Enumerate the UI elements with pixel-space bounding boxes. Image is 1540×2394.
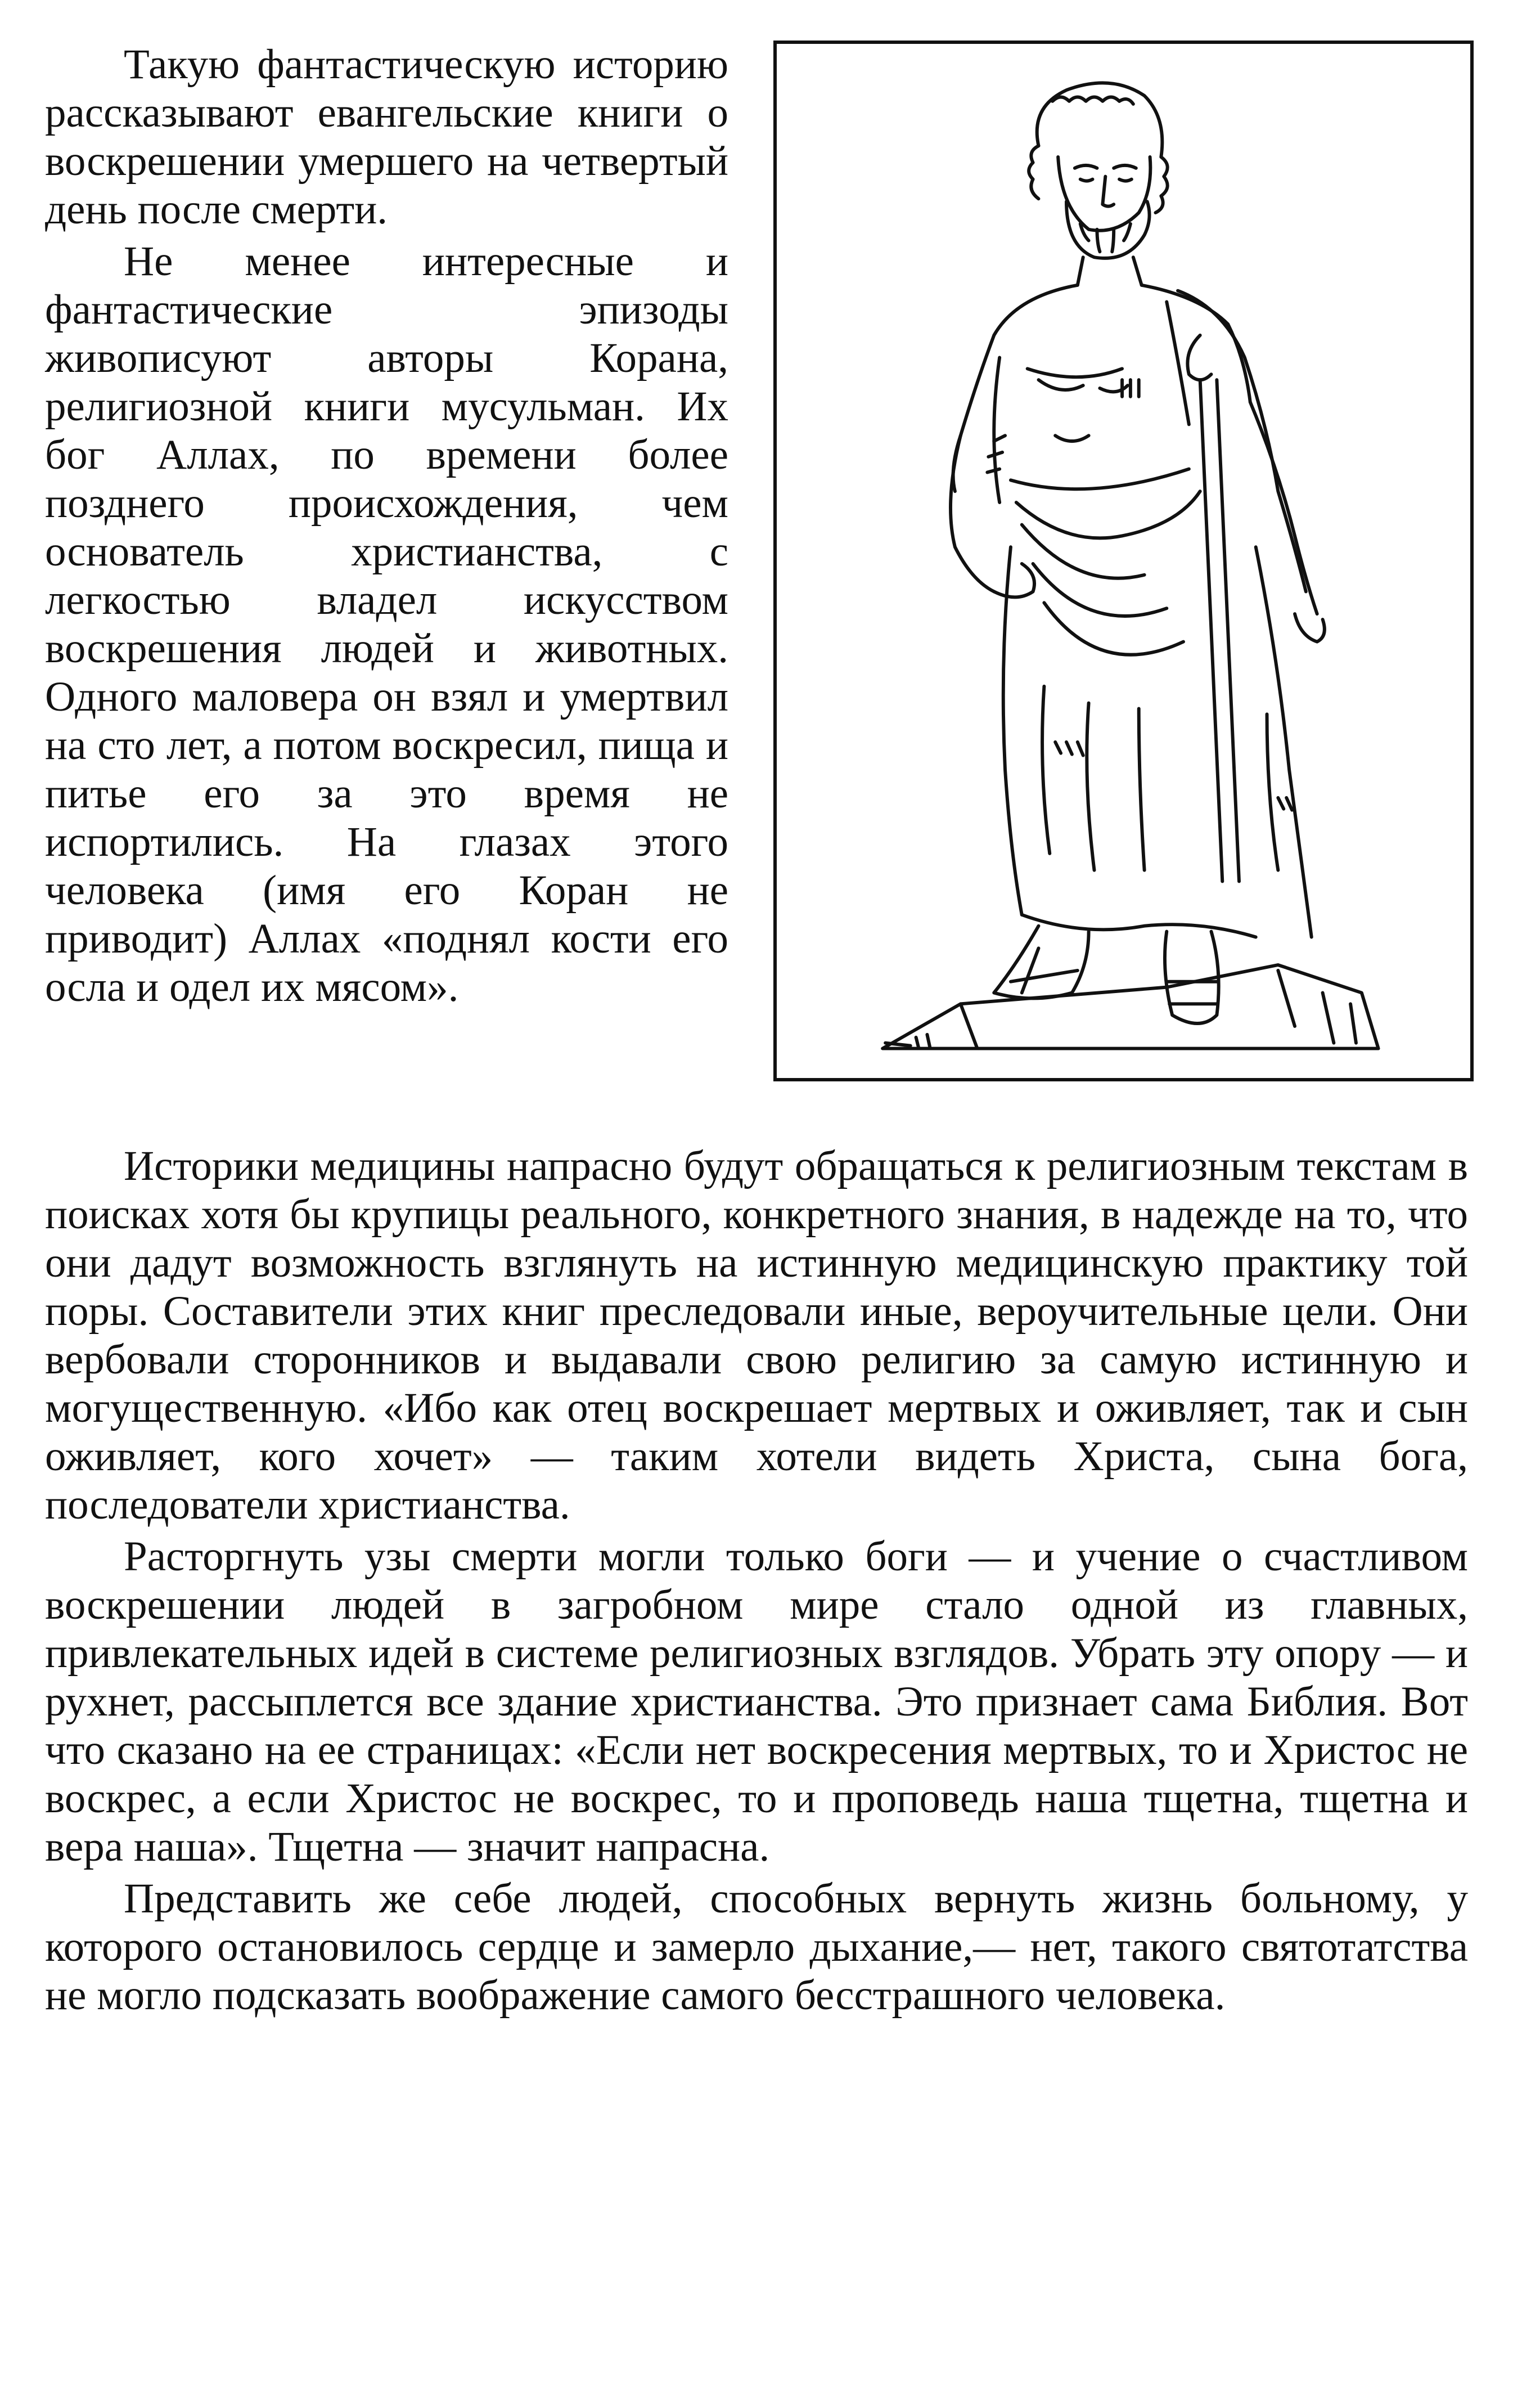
top-text-column <box>45 41 728 1015</box>
paragraph: Историки медицины напрасно будут обращаться к религиозным текстам в поисках хотя бы крупицы реального, конкретного знания, в надежде на то, что они дадут возможность взглянуть на истинную медицинскую практику той поры. Составители этих книг преследовали иные, вероучительные цели. Они вербовали сторонников и выдавали свою религию за самую истинную и могущественную. «Ибо как отец воскрешает мертвых и оживляет, так и сын оживляет, кого хочет» — таким хотели видеть Христа, сына бога, последователи христианства. <box>45 1143 1468 1528</box>
paragraph: Расторгнуть узы смерти могли только боги — и учение о счастливом воскрешении людей в загробном мире стало одной из главных, привлекательных идей в системе религиозных взглядов. Убрать эту опору — и рухнет, рассыплется все здание христианства. Это признает сама Библия. Вот что сказано на ее страницах: «Если нет воскресения мертвых, то и Христос не воскрес, а если Христос не воскрес, то и проповедь наша тщетна, тщетна и вера наша». Тщетна — значит напрасна. <box>45 1533 1468 1870</box>
paragraph: Такую фантастическую историю рассказывают евангельские книги о воскрешении умершего на четвертый день после смерти. <box>45 41 728 233</box>
statue-illustration <box>773 41 1474 1081</box>
paragraph: Представить же себе людей, способных вернуть жизнь больному, у которого остановилось сердце и замерло дыхание,— нет, такого святотатства не могло подсказать воображение самого бесстрашного человека. <box>45 1875 1468 2019</box>
statue-icon <box>777 44 1470 1078</box>
bottom-text-block <box>45 1142 1468 2023</box>
paragraph: Не менее интересные и фантастические эпизоды живописуют авторы Корана, религиозной книги мусульман. Их бог Аллах, по времени более позднего происхождения, чем основатель христианства, с легкостью владел искусством воскрешения людей и животных. Одного маловера он взял и умертвил на сто лет, а потом воскресил, пища и питье его за это время не испортились. На глазах этого человека (имя его Коран не приводит) Аллах «поднял кости его осла и одел их мясом». <box>45 238 728 1010</box>
